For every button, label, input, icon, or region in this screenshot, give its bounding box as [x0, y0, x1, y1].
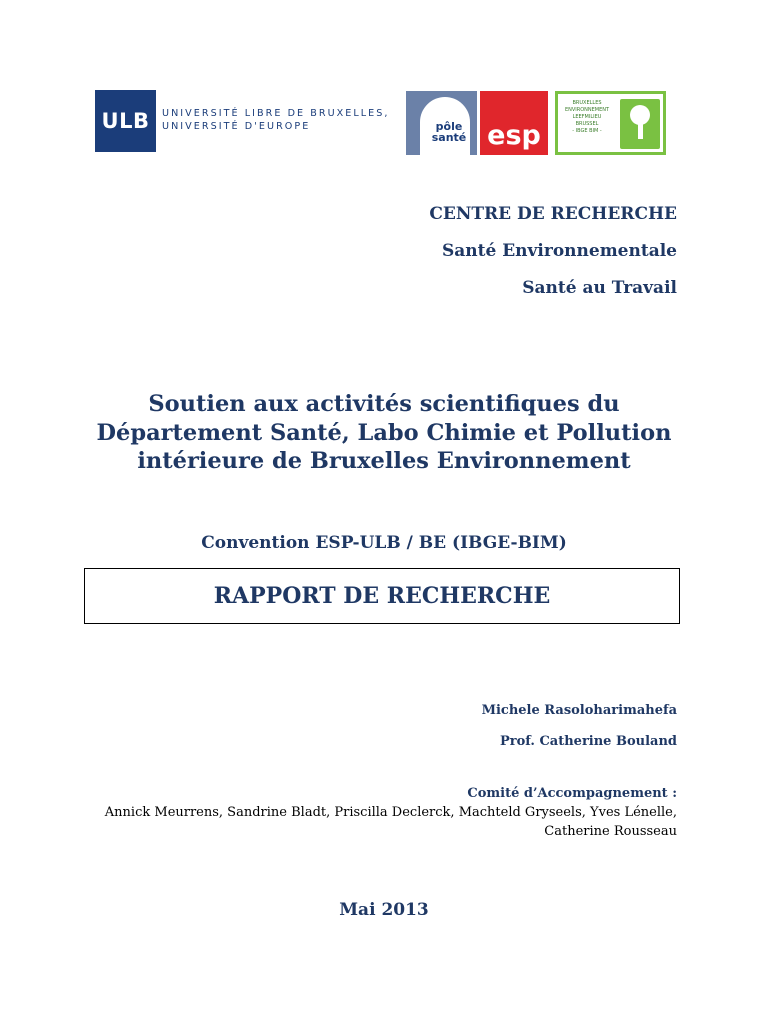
tree-icon [620, 99, 660, 149]
research-center-subtitle-2: Santé au Travail [522, 278, 677, 298]
be-logo-text [560, 100, 614, 135]
ulb-logo-text [162, 107, 390, 133]
ulb-logo-line1: UNIVERSITÉ LIBRE DE BRUXELLES, [162, 108, 390, 119]
be-logo-panel [558, 94, 663, 152]
be-logo-line5: - IBGE BIM - [572, 128, 602, 134]
committee-members-line2: Catherine Rousseau [544, 824, 677, 839]
research-center-title: CENTRE DE RECHERCHE [429, 204, 677, 224]
committee-members [97, 803, 677, 841]
research-center-subtitle-1: Santé Environnementale [441, 241, 677, 261]
be-logo-line1: BRUXELLES [572, 100, 602, 106]
esp-logo [480, 91, 548, 155]
author-name: Michele Rasoloharimahefa [481, 703, 677, 718]
report-date: Mai 2013 [339, 900, 429, 920]
committee-label: Comité d’Accompagnement : [467, 786, 677, 801]
report-type-label: RAPPORT DE RECHERCHE [213, 583, 551, 609]
pole-sante-line2: santé [431, 131, 467, 144]
supervisor-name: Prof. Catherine Bouland [499, 734, 677, 749]
ulb-logo-line2: UNIVERSITÉ D'EUROPE [162, 121, 311, 132]
esp-logo-text: esp [487, 120, 541, 151]
committee-members-line1: Annick Meurrens, Sandrine Bladt, Priscilla Declerck, Machteld Gryseels, Yves Lénelle, [104, 805, 677, 820]
pole-sante-line1: pôle [435, 120, 463, 133]
document-title [90, 390, 678, 476]
be-logo-line4: BRUSSEL [575, 121, 599, 127]
document-title-line1: Soutien aux activités scientifiques du [148, 391, 620, 417]
document-title-line3: intérieure de Bruxelles Environnement [137, 448, 631, 474]
ulb-logo [95, 90, 156, 152]
ulb-logo-mark: ULB [101, 109, 150, 133]
be-logo-line3: LEEFMILIEU [572, 114, 602, 120]
pole-sante-logo [406, 91, 477, 155]
report-type-box [84, 568, 680, 624]
document-title-line2: Département Santé, Labo Chimie et Pollution [96, 419, 672, 446]
pole-sante-text [426, 121, 472, 143]
bruxelles-environnement-logo [555, 91, 666, 155]
be-logo-line2: ENVIRONNEMENT [564, 107, 610, 113]
convention-label: Convention ESP-ULB / BE (IBGE-BIM) [201, 533, 567, 553]
